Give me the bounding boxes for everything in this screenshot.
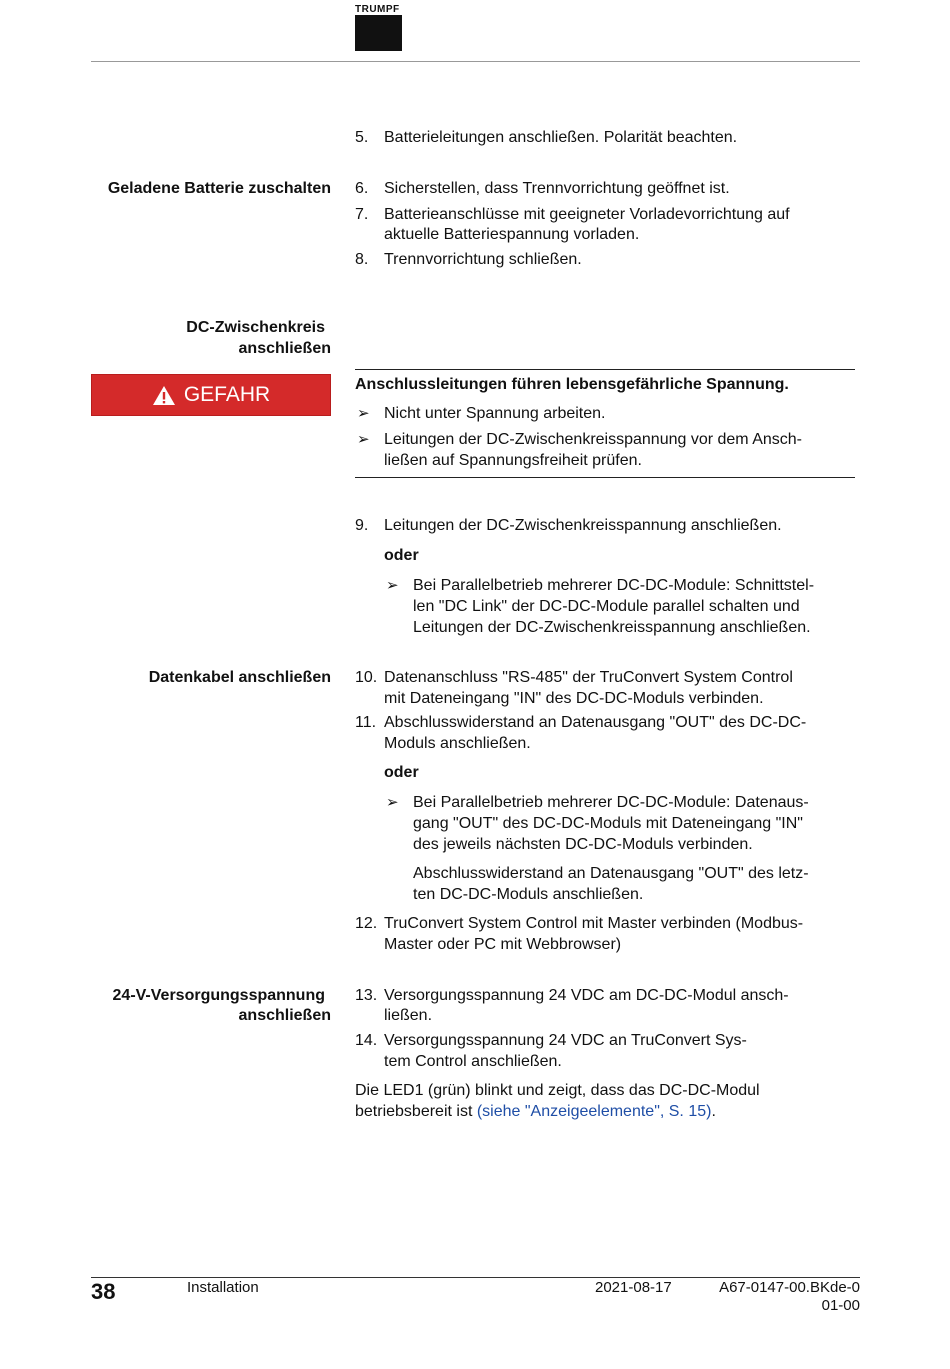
step-text-line: ließen. [384,1007,433,1024]
step-number: 5. [355,129,369,146]
side-label-battery: Geladene Batterie zuschalten [107,180,331,197]
footer-doc-id: A67-0147-00.BKde-0 [719,1279,860,1296]
warning-item-line: Leitungen der DC-Zwischenkreisspannung vor dem Ansch- [384,431,802,448]
side-label-supply: 24-V-Versorgungsspannung [112,987,325,1004]
step-number: 8. [355,251,369,268]
bullet-line: Bei Parallelbetrieb mehrerer DC-DC-Module: Schnittstel- [413,577,815,594]
step-text-line: Datenanschluss "RS-485" der TruConvert System Control [384,669,793,686]
footer-rule [91,1277,860,1278]
step-text: Sicherstellen, dass Trennvorrichtung geöffnet ist. [384,180,730,197]
led-note-line: Die LED1 (grün) blinkt und zeigt, dass das DC-DC-Modul [355,1082,760,1099]
bullet-line: Leitungen der DC-Zwischenkreisspannung anschließen. [413,619,811,636]
bullet-line: len "DC Link" der DC-DC-Module parallel schalten und [413,598,800,615]
header-rule [91,61,860,62]
bullet-line: ten DC-DC-Moduls anschließen. [413,886,644,903]
side-label-dc: anschließen [238,340,331,357]
led-note-text: betriebsbereit ist [355,1103,477,1120]
warning-item: Nicht unter Spannung arbeiten. [384,405,606,422]
led-note-line [355,1102,855,1122]
step-text-line: tem Control anschließen. [384,1053,562,1070]
step-text-line: Batterieanschlüsse mit geeigneter Vorladevorrichtung auf [384,206,790,223]
side-label-data: Datenkabel anschließen [148,669,331,686]
or-label: oder [384,764,419,781]
arrow-bullet-icon: ➢ [386,577,399,594]
step-number: 10. [355,669,378,686]
step-text: Trennvorrichtung schließen. [384,251,582,268]
step-text-line: aktuelle Batteriespannung vorladen. [384,226,640,243]
step-text-line: mit Dateneingang "IN" des DC-DC-Moduls verbinden. [384,690,764,707]
step-number: 11. [355,714,377,731]
step-number: 13. [355,987,378,1004]
arrow-bullet-icon: ➢ [357,405,370,422]
warning-title: Anschlussleitungen führen lebensgefährliche Spannung. [355,376,789,393]
step-text-line: Master oder PC mit Webbrowser) [384,936,622,953]
warning-item-line: ließen auf Spannungsfreiheit prüfen. [384,452,642,469]
bullet-line: Abschlusswiderstand an Datenausgang "OUT" des letz- [413,865,809,882]
step-text: Batterieleitungen anschließen. Polarität beachten. [384,129,738,146]
logo-block [355,15,402,51]
step-number: 6. [355,180,369,197]
step-number: 9. [355,517,369,534]
bullet-line: Bei Parallelbetrieb mehrerer DC-DC-Module: Datenaus- [413,794,809,811]
footer-date: 2021-08-17 [595,1279,672,1296]
cross-reference-link[interactable]: (siehe "Anzeigeelemente", S. 15) [476,1103,712,1120]
footer-section: Installation [187,1279,259,1296]
step-text-line: Abschlusswiderstand an Datenausgang "OUT" des DC-DC- [384,714,807,731]
step-number: 14. [355,1032,378,1049]
led-note-suffix: . [711,1103,716,1120]
step-number: 7. [355,206,369,223]
bullet-line: gang "OUT" des DC-DC-Moduls mit Dateneingang "IN" [413,815,803,832]
step-number: 12. [355,915,378,932]
danger-label: GEFAHR [183,383,271,406]
warning-triangle-icon [152,385,176,406]
arrow-bullet-icon: ➢ [357,431,370,448]
step-text-line: Moduls anschließen. [384,735,531,752]
side-label-supply: anschließen [238,1007,331,1024]
step-text-line: Versorgungsspannung 24 VDC an TruConvert Sys- [384,1032,747,1049]
page-number: 38 [91,1279,116,1304]
footer-doc-rev: 01-00 [821,1297,860,1314]
logo-text: TRUMPF [355,4,400,15]
danger-banner [91,374,331,416]
or-label: oder [384,547,419,564]
step-text: Leitungen der DC-Zwischenkreisspannung anschließen. [384,517,782,534]
warning-rule-bottom [355,477,855,478]
side-label-dc: DC-Zwischenkreis [186,319,325,336]
step-text-line: Versorgungsspannung 24 VDC am DC-DC-Modul ansch- [384,987,789,1004]
warning-rule-top [355,369,855,370]
bullet-line: des jeweils nächsten DC-DC-Moduls verbinden. [413,836,753,853]
arrow-bullet-icon: ➢ [386,794,399,811]
step-text-line: TruConvert System Control mit Master verbinden (Modbus- [384,915,804,932]
